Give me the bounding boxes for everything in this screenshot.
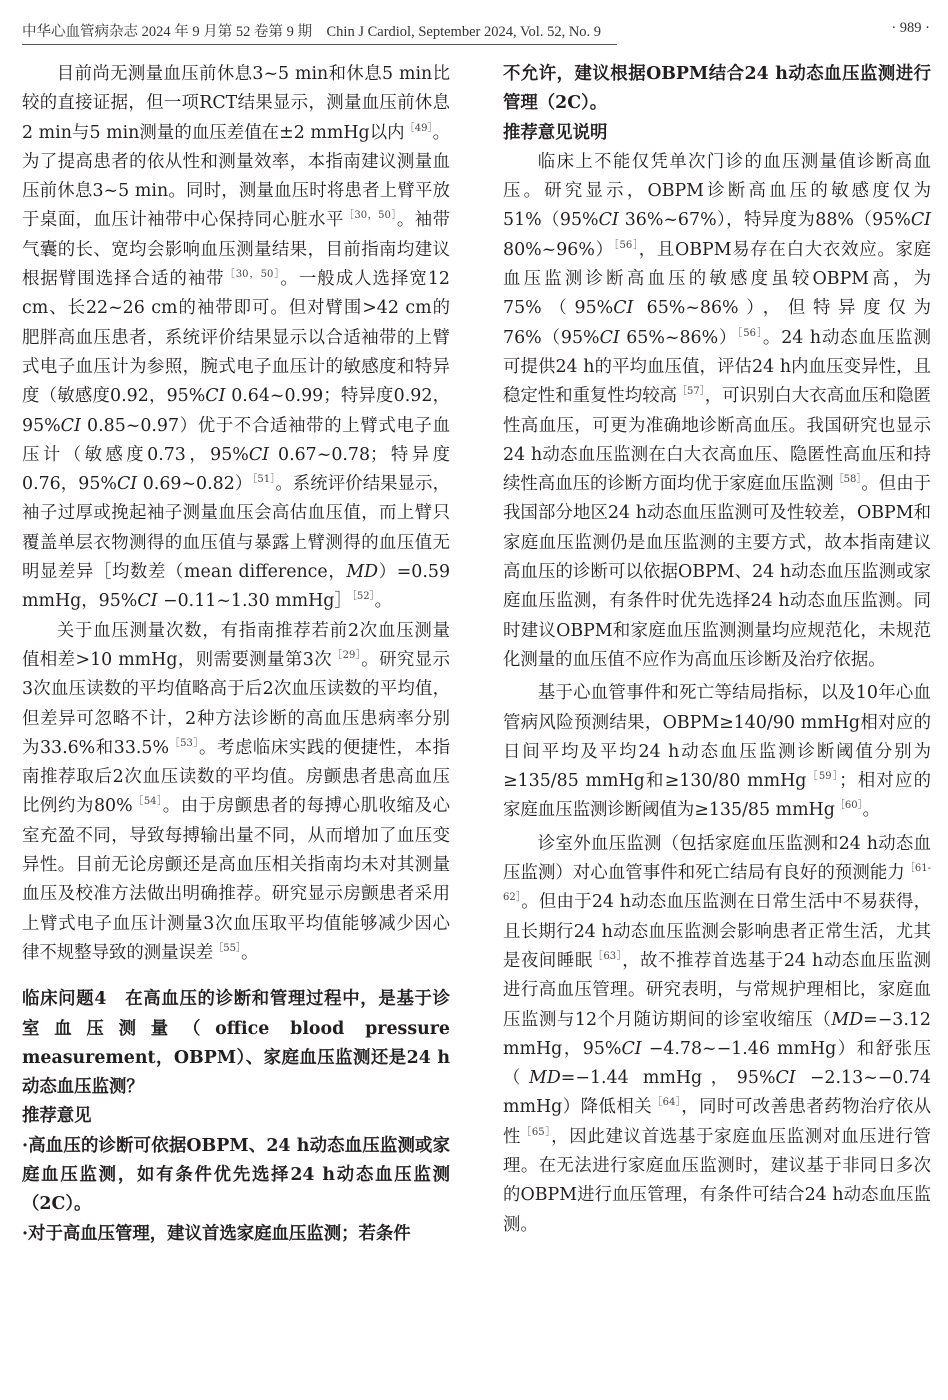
bold-paragraph <box>503 60 931 119</box>
text-run: 。但由于我国部分地区24 h动态血压监测可及性较差，OBPM和家庭血压监测仍是血压监测的主要方式，故本指南建议高血压的诊断可以依据OBPM、24 h动态血压监测或家庭血压监测，有条件时优先选择24 h动态血压监测。同时建议OBPM和家庭血压监测测量均应规范化，未规范化测量的血压值不应作为高血压诊断及治疗依据。 <box>503 474 931 670</box>
text-run: 80%~96%） <box>503 239 614 260</box>
text-run: 。 <box>241 942 259 963</box>
citation: ［29］ <box>332 649 362 661</box>
citation: ［55］ <box>213 942 242 954</box>
italic-term: CI <box>613 298 634 319</box>
italic-term: CI <box>599 327 620 348</box>
citation: ［49］ <box>404 122 433 134</box>
citation: ［57］ <box>677 386 705 398</box>
paragraph <box>503 830 931 1240</box>
text-run: ，可识别白大衣高血压和隐匿性高血压，可更为准确地诊断高血压。我国研究也显示24 h动态血压监测在白大衣高血压、隐匿性高血压和持续性高血压的诊断方面均优于家庭血压监测 <box>503 386 931 495</box>
italic-term: CI <box>910 210 931 231</box>
citation: ［30，50］ <box>343 210 397 222</box>
italic-term: MD <box>831 1009 864 1030</box>
citation: ［63］ <box>592 950 623 962</box>
text-run: 。研究显示3次血压读数的平均值略高于后2次血压读数的平均值，但差异可忽略不计，2种方法诊断的高血压患病率分别为33.6%和33.5% <box>22 649 450 758</box>
text-run: 。但由于24 h动态血压监测在日常生活中不易获得，且长期行24 h动态血压监测会影响患者正常生活，尤其是夜间睡眠 <box>503 892 931 971</box>
right-column <box>503 60 931 1240</box>
text-run: −2.13~−0.74 mmHg）降低相关 <box>503 1068 931 1118</box>
text-run: 临床问题4 在高血压的诊断和管理过程中，是基于诊室血压测量（office blood pressure measurement，OBPM）、家庭血压监测还是24 h动态血压监测？ <box>22 989 450 1098</box>
citation: ［30，50］ <box>224 269 281 281</box>
text-run: 。由于房颤患者的每搏心肌收缩及心室充盈不同，导致每搏输出量不同，从而增加了血压变异性。目前无论房颤还是高血压相关指南均未对其测量血压及校准方法做出明确推荐。研究显示房颤患者采用上臂式电子血压计测量3次血压取平均值能够减少因心律不规整导致的测量误差 <box>22 796 450 963</box>
text-run: =−3.12 mmHg，95% <box>503 1009 931 1059</box>
text-run: −0.11~1.30 mmHg］ <box>157 591 352 612</box>
text-run: 65%~86%），但特异度仅为76%（95% <box>503 298 931 348</box>
citation: ［56］ <box>737 327 763 339</box>
text-run: ·对于高血压管理，建议首选家庭血压监测；若条件 <box>22 1223 411 1244</box>
text-run: 。考虑临床实践的便捷性，本指南推荐取后2次血压读数的平均值。房颤患者患高血压比例约为80% <box>22 737 450 817</box>
italic-term: CI <box>248 444 270 465</box>
italic-term: CI <box>775 1068 796 1089</box>
text-run: 0.85~0.97）优于不合适袖带的上臂式电子血压计（敏感度0.73，95% <box>22 415 450 465</box>
text-run: ，且OBPM易存在白大衣效应。家庭血压监测诊断高血压的敏感度虽较OBPM高，为75%（95% <box>503 239 931 319</box>
text-run: 0.69~0.82） <box>137 474 253 495</box>
text-run: 。为了提高患者的依从性和测量效率，本指南建议测量血压前休息3~5 min。同时，测量血压时将患者上臂平放于桌面，血压计袖带中心保持同心脏水平 <box>22 122 450 231</box>
text-run: 。 <box>862 800 880 821</box>
section-heading <box>22 985 450 1102</box>
citation: ［65］ <box>521 1126 552 1138</box>
bold-paragraph <box>22 1132 450 1220</box>
text-run: 诊室外血压监测（包括家庭血压监测和24 h动态血压监测）对心血管事件和死亡结局有良好的预测能力 <box>503 833 931 884</box>
paragraph <box>22 60 450 617</box>
italic-term: CI <box>621 1038 642 1059</box>
text-run: 0.67~0.78；特异度0.76，95% <box>22 444 450 495</box>
text-run: ）=0.59 mmHg，95% <box>22 562 451 612</box>
left-column <box>22 60 450 1249</box>
text-run: 。系统评价结果显示，袖子过厚或挽起袖子测量血压会高估血压值，而上臂只覆盖单层衣物测得的血压值与暴露上臂测得的血压值无明显差异［均数差（mean difference， <box>22 474 450 583</box>
citation: ［53］ <box>169 737 200 749</box>
text-run: ，故不推荐首选基于24 h动态血压监测进行高血压管理。研究表明，与常规护理相比，家庭血压监测与12个月随访期间的诊室收缩压（ <box>503 950 931 1030</box>
bold-paragraph <box>22 1102 450 1131</box>
text-run: 。 <box>374 591 392 612</box>
citation: ［59］ <box>806 771 840 783</box>
italic-term: MD <box>346 562 379 583</box>
text-run: 临床上不能仅凭单次门诊的血压测量值诊断高血压。研究显示，OBPM诊断高血压的敏感度仅为51%（95% <box>503 151 931 231</box>
text-run: 。一般成人选择宽12 cm、长22~26 cm的袖带即可。但对臂围>42 cm的肥胖高血压患者，系统评价结果显示以合适袖带的上臂式电子血压计为参照，腕式电子血压计的敏感度和特异度（敏感度0.92，95% <box>22 269 450 407</box>
citation: ［61-62］ <box>503 863 931 904</box>
text-run: 不允许，建议根据OBPM结合24 h动态血压监测进行管理（2C）。 <box>503 64 931 114</box>
italic-term: CI <box>137 591 158 612</box>
italic-term: CI <box>598 210 619 231</box>
paragraph <box>22 617 450 969</box>
citation: ［60］ <box>834 800 863 812</box>
italic-term: MD <box>529 1068 561 1089</box>
text-run: 。袖带气囊的长、宽均会影响血压测量结果，目前指南均建议根据臂围选择合适的袖带 <box>22 210 450 290</box>
italic-term: CI <box>116 474 138 495</box>
citation: ［56］ <box>613 239 639 251</box>
text-run: ，因此建议首选基于家庭血压监测对血压进行管理。在无法进行家庭血压监测时，建议基于非同日多次的OBPM进行血压管理，有条件可结合24 h动态血压监测。 <box>503 1126 931 1235</box>
text-run: 关于血压测量次数，有指南推荐若前2次血压测量值相差>10 mmHg，则需要测量第3次 <box>22 620 450 670</box>
text-run: 0.64~0.99；特异度0.92，95% <box>22 386 450 436</box>
page-number: · 989 · <box>891 20 930 36</box>
text-run: 36%~67%），特异度为88%（95% <box>618 210 911 231</box>
bold-paragraph <box>22 1220 450 1249</box>
italic-term: CI <box>205 386 226 407</box>
text-run: ；相对应的家庭血压监测诊断阈值为≥135/85 mmHg <box>503 771 931 821</box>
citation: ［64］ <box>652 1097 682 1109</box>
text-run: ·高血压的诊断可依据OBPM、24 h动态血压监测或家庭血压监测，如有条件优先选择24 h动态血压监测（2C）。 <box>22 1135 450 1215</box>
running-header: 中华心血管病杂志 2024 年 9 月第 52 卷第 9 期 Chin J Cardiol, September 2024, Vol. 52, No. 9 <box>22 20 617 45</box>
citation: ［58］ <box>833 474 862 486</box>
text-run: ，同时可改善患者药物治疗依从性 <box>503 1097 931 1147</box>
citation: ［51］ <box>252 474 276 486</box>
text-run: 推荐意见 <box>22 1106 92 1127</box>
paragraph <box>503 679 931 825</box>
text-run: −4.78~−1.46 mmHg）和舒张压（ <box>503 1038 931 1089</box>
paragraph <box>503 148 931 675</box>
text-run: 。24 h动态血压监测可提供24 h的平均血压值，评估24 h内血压变异性，且稳定性和重复性均较高 <box>503 327 931 407</box>
text-run: 65%~86%） <box>619 327 738 348</box>
text-run: 基于心血管事件和死亡等结局指标，以及10年心血管病风险预测结果，OBPM≥140/90 mmHg相对应的日间平均及平均24 h动态血压监测诊断阈值分别为≥135/85 mmHg和≥130/80 mmHg <box>503 683 931 792</box>
citation: ［54］ <box>132 796 163 808</box>
citation: ［52］ <box>351 591 375 603</box>
text-run: 推荐意见说明 <box>503 122 608 143</box>
italic-term: CI <box>60 415 81 436</box>
bold-paragraph <box>503 119 931 148</box>
text-run: 目前尚无测量血压前休息3~5 min和休息5 min比较的直接证据，但一项RCT结果显示，测量血压前休息2 min与5 min测量的血压差值在±2 mmHg以内 <box>22 64 450 143</box>
text-run: =−1.44 mmHg，95% <box>560 1068 776 1089</box>
